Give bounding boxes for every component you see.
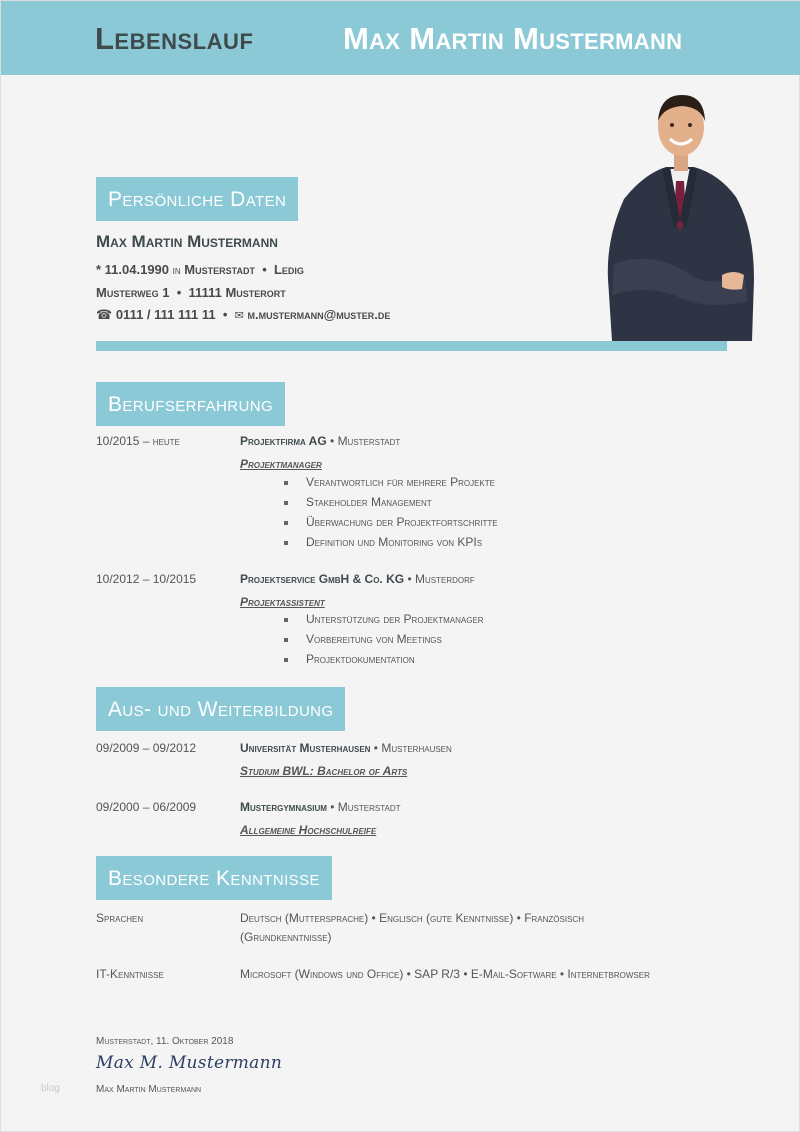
date-end: heute — [152, 436, 180, 448]
task-list — [284, 472, 498, 552]
birth-in: in — [172, 265, 181, 277]
separator: • — [173, 285, 185, 300]
experience-date — [96, 572, 196, 586]
experience-company-line — [240, 572, 475, 586]
address-line — [96, 285, 286, 300]
street: Musterweg 1 — [96, 285, 170, 300]
institution-name: Mustergymnasium — [240, 800, 327, 814]
section-title-experience: Berufserfahrung — [96, 382, 285, 426]
city: 11111 Musterort — [188, 285, 286, 300]
company-location: Musterdorf — [415, 572, 475, 586]
experience-date — [96, 434, 180, 448]
institution-location: Musterhausen — [381, 741, 452, 755]
section-title-education: Aus- und Weiterbildung — [96, 687, 345, 731]
separator: • — [330, 434, 338, 448]
education-date: 09/2000 – 06/2009 — [96, 800, 197, 814]
signature: Max M. Mustermann — [96, 1053, 283, 1073]
list-item: Projektdokumentation — [284, 649, 484, 669]
separator: • — [219, 307, 232, 322]
date-range: 10/2012 – 10/2015 — [96, 572, 197, 586]
skill-text-languages: Deutsch (Muttersprache) • Englisch (gute Kenntnisse) • Französisch (Grundkenntnisse) — [240, 911, 584, 944]
separator: • — [258, 262, 271, 277]
birth-line — [96, 262, 304, 277]
contact-line — [96, 307, 390, 323]
skill-label-languages: Sprachen — [96, 911, 144, 925]
institution-location: Musterstadt — [337, 800, 401, 814]
document-label: Lebenslauf — [95, 21, 254, 56]
section-title-skills: Besondere Kenntnisse — [96, 856, 332, 900]
portrait-photo — [604, 89, 756, 341]
birth-place: Musterstadt — [184, 262, 255, 277]
list-item: Definition und Monitoring von KPIs — [284, 532, 498, 552]
job-role: Projektassistent — [240, 595, 325, 609]
list-item: Überwachung der Projektfortschritte — [284, 512, 498, 532]
person-name: Max Martin Mustermann — [96, 232, 278, 251]
job-role: Projektmanager — [240, 457, 322, 471]
degree: Allgemeine Hochschulreife — [240, 823, 377, 837]
company-location: Musterstadt — [337, 434, 401, 448]
header-name: Max Martin Mustermann — [343, 21, 683, 56]
section-title-personal: Persönliche Daten — [96, 177, 298, 221]
list-item: Stakeholder Management — [284, 492, 498, 512]
mail-icon: ✉ — [234, 310, 244, 322]
education-institution-line — [240, 741, 452, 755]
degree: Studium BWL: Bachelor of Arts — [240, 764, 408, 778]
email-address: m.mustermann@muster.de — [247, 307, 391, 322]
phone-icon: ☎ — [96, 307, 113, 322]
company-name: Projektfirma AG — [240, 434, 327, 448]
skill-text-it: Microsoft (Windows und Office) • SAP R/3 • E-Mail-Software • Internetbrowser — [240, 967, 650, 981]
experience-company-line — [240, 434, 400, 448]
list-item: Vorbereitung von Meetings — [284, 629, 484, 649]
skill-label-it: IT-Kenntnisse — [96, 967, 164, 981]
separator: • — [330, 800, 338, 814]
list-item: Unterstützung der Projektmanager — [284, 609, 484, 629]
task-list — [284, 609, 484, 669]
date-range: 10/2015 – — [96, 434, 150, 448]
institution-name: Universität Musterhausen — [240, 741, 371, 755]
header-band — [1, 1, 800, 75]
section-divider — [96, 341, 727, 351]
phone-number: 0111 / 111 111 11 — [115, 307, 216, 322]
signer-name: Max Martin Mustermann — [96, 1084, 202, 1095]
education-institution-line — [240, 800, 401, 814]
birth-date: * 11.04.1990 — [96, 262, 170, 277]
watermark: blog — [41, 1083, 60, 1094]
education-date: 09/2009 – 09/2012 — [96, 741, 197, 755]
marital-status: Ledig — [273, 262, 304, 277]
list-item: Verantwortlich für mehrere Projekte — [284, 472, 498, 492]
company-name: Projektservice GmbH & Co. KG — [240, 572, 405, 586]
separator: • — [407, 572, 415, 586]
place-and-date: Musterstadt, 11. Oktober 2018 — [96, 1036, 234, 1047]
separator: • — [373, 741, 382, 755]
